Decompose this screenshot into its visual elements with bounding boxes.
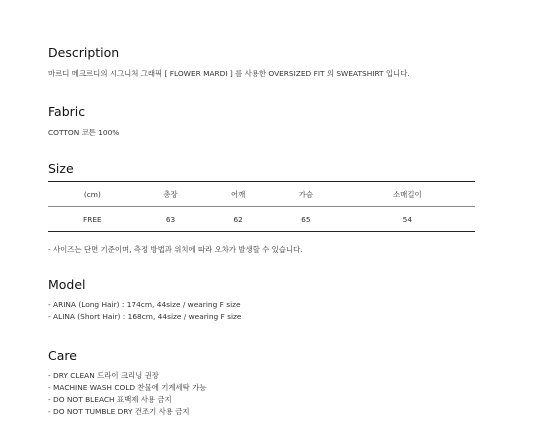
list-item: - DO NOT TUMBLE DRY 건조기 사용 금지 [48, 407, 190, 416]
list-item: - DRY CLEAN 드라이 크리닝 권장 [48, 371, 159, 380]
fabric-text: COTTON 코튼 100% [48, 128, 120, 137]
size-table-cell-chest: 65 [301, 214, 311, 224]
list-item: - ALINA (Short Hair) : 168cm, 44size / wearing F size [48, 312, 242, 321]
list-item: - DO NOT BLEACH 표백제 사용 금지 [48, 395, 172, 404]
size-table-cell-sleeve: 54 [402, 214, 413, 224]
care-list [48, 370, 206, 418]
description-text: 마르디 메크르디의 시그니처 그래픽 [ FLOWER MARDI ] 를 사용한 OVERSIZED FIT 의 SWEATSHIRT 입니다. [48, 69, 410, 78]
size-table-header-unit: (cm) [83, 189, 101, 199]
size-table-cell-length: 63 [165, 214, 176, 224]
description-heading: Description [48, 45, 120, 60]
size-table-header-chest: 가슴 [298, 189, 313, 199]
size-table-header-length: 총장 [163, 189, 178, 199]
model-heading: Model [48, 277, 86, 292]
size-note: - 사이즈는 단면 기준이며, 측정 방법과 위치에 따라 오차가 발생할 수 있습니다. [48, 245, 303, 254]
size-table [48, 181, 475, 232]
size-heading: Size [48, 161, 74, 176]
size-table-header-sleeve: 소매길이 [393, 189, 422, 199]
list-item: - ARINA (Long Hair) : 174cm, 44size / wearing F size [48, 300, 241, 309]
size-table-cell-shoulder: 62 [233, 214, 243, 224]
size-table-cell-size: FREE [83, 214, 102, 224]
model-list [48, 299, 241, 323]
table-row [48, 207, 475, 232]
list-item: - MACHINE WASH COLD 찬물에 기계세탁 가능 [48, 383, 207, 392]
fabric-heading: Fabric [48, 104, 86, 119]
size-table-header-shoulder: 어깨 [231, 189, 246, 199]
size-table-header-row [48, 182, 475, 207]
care-heading: Care [48, 348, 77, 363]
